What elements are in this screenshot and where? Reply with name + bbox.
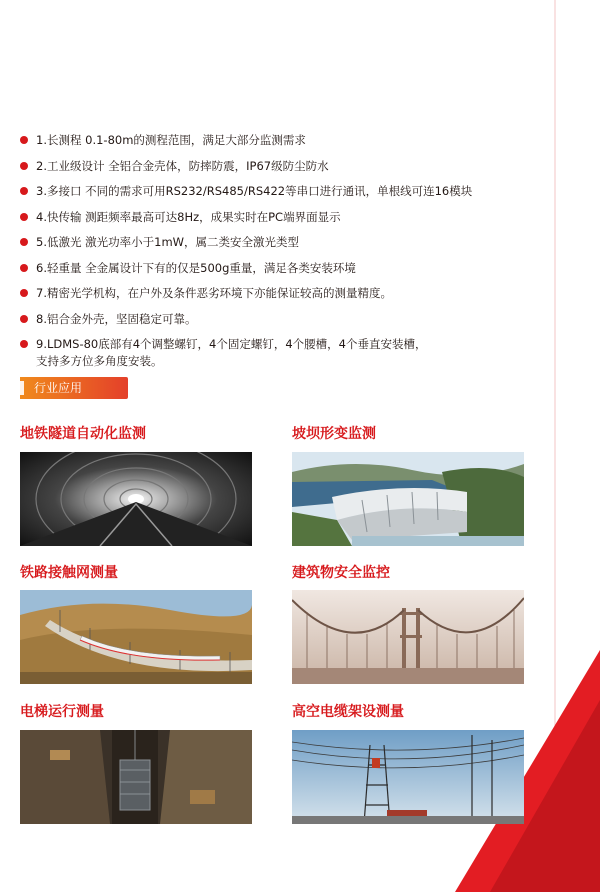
power-lines-image bbox=[292, 730, 524, 824]
app-title: 电梯运行测量 bbox=[20, 704, 104, 720]
feature-item bbox=[20, 209, 540, 225]
feature-text: 6.轻重量 全金属设计下有的仅是500g重量，满足各类安装环境 bbox=[36, 260, 356, 275]
feature-item bbox=[20, 311, 540, 327]
app-title: 建筑物安全监控 bbox=[292, 565, 390, 581]
bridge-image bbox=[292, 590, 524, 684]
feature-item bbox=[20, 336, 540, 370]
feature-text: 2.工业级设计 全铝合金壳体，防摔防震，IP67级防尘防水 bbox=[36, 158, 329, 173]
bullet-icon bbox=[20, 315, 28, 323]
bullet-icon bbox=[20, 264, 28, 272]
feature-text: 9.LDMS-80底部有4个调整螺钉，4个固定螺钉，4个腰槽，4个垂直安装槽， 支持多方位多角度安装。 bbox=[36, 337, 427, 368]
bullet-icon bbox=[20, 238, 28, 246]
feature-text: 8.铝合金外壳，坚固稳定可靠。 bbox=[36, 311, 197, 326]
app-title: 坡坝形变监测 bbox=[292, 426, 376, 442]
feature-text: 1.长测程 0.1-80m的测程范围，满足大部分监测需求 bbox=[36, 133, 306, 147]
feature-item bbox=[20, 183, 540, 199]
feature-item bbox=[20, 234, 540, 250]
elevator-shaft-image bbox=[20, 730, 252, 824]
app-title: 高空电缆架设测量 bbox=[292, 704, 404, 720]
feature-text: 5.低激光 激光功率小于1mW，属二类安全激光类型 bbox=[36, 235, 300, 249]
feature-text: 4.快传输 测距频率最高可达8Hz，成果实时在PC端界面显示 bbox=[36, 209, 341, 224]
bullet-icon bbox=[20, 187, 28, 195]
feature-list bbox=[20, 132, 540, 380]
feature-item bbox=[20, 158, 540, 174]
section-title: 行业应用 bbox=[20, 377, 128, 399]
app-title: 铁路接触网测量 bbox=[20, 565, 118, 581]
feature-text: 3.多接口 不同的需求可用RS232/RS485/RS422等串口进行通讯，单根线可连16模块 bbox=[36, 184, 473, 198]
bullet-icon bbox=[20, 162, 28, 170]
railway-image bbox=[20, 590, 252, 684]
subway-tunnel-image bbox=[20, 452, 252, 546]
bullet-icon bbox=[20, 136, 28, 144]
feature-item bbox=[20, 285, 540, 301]
app-title: 地铁隧道自动化监测 bbox=[20, 426, 146, 442]
feature-text: 7.精密光学机构，在户外及条件恶劣环境下亦能保证较高的测量精度。 bbox=[36, 286, 392, 300]
bullet-icon bbox=[20, 340, 28, 348]
bullet-icon bbox=[20, 213, 28, 221]
feature-item bbox=[20, 260, 540, 276]
bullet-icon bbox=[20, 289, 28, 297]
dam-image bbox=[292, 452, 524, 546]
feature-item bbox=[20, 132, 540, 148]
